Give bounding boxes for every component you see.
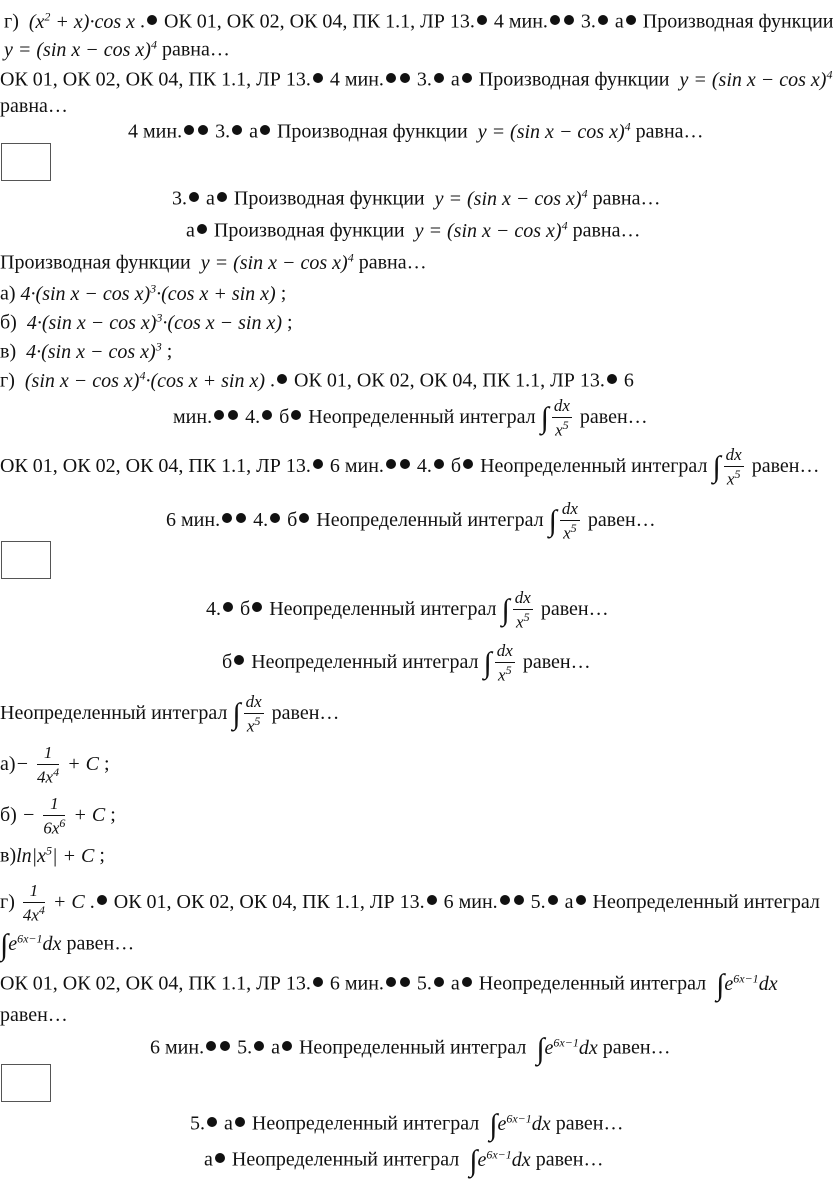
q2-answer-g-line: г) $(x^2 + x)\cdot\cos$ x . ОК 01, ОК 02, ОК 04, ПК 1.1, ЛР 13. 4 мин. 3. а Производная функции	[4, 9, 834, 33]
question-tail: равен…	[587, 509, 656, 532]
answer-label: а)	[0, 753, 16, 776]
answer-label: б)	[0, 804, 17, 827]
formula: y = (sin x − cos x)$^4$	[429, 186, 588, 210]
q4-line-centered-2	[206, 589, 609, 632]
question-type: а	[614, 10, 624, 33]
question-type: б	[240, 598, 251, 621]
question-text: Производная функции	[478, 68, 670, 91]
formula: y = (sin x − cos x)$^4$	[472, 119, 631, 143]
bullet-icon	[197, 224, 207, 234]
bullet-icon	[222, 513, 232, 523]
bullet-icon	[434, 73, 444, 83]
question-number: 4.	[245, 406, 261, 429]
bullet-icon	[550, 15, 560, 25]
answer-box[interactable]	[1, 1064, 51, 1102]
question-type: а	[204, 1148, 213, 1171]
bullet-icon	[234, 655, 244, 665]
question-tail: равна…	[592, 187, 661, 210]
fraction: $\frac{dx}{x^5}$	[553, 396, 570, 440]
answer-label: в)	[0, 340, 17, 363]
question-tail: равен…	[522, 651, 591, 674]
q4-question-line	[0, 693, 339, 736]
q4-header-line	[0, 446, 820, 489]
bullet-icon	[564, 15, 574, 25]
integral-sign: ∫	[548, 504, 557, 538]
bullet-icon	[427, 895, 437, 905]
question-type: а	[450, 68, 460, 91]
formula: $\int e^{6x-1}dx$	[0, 928, 62, 961]
q3-line-centered-1	[128, 120, 704, 142]
q4-line-centered-3	[222, 642, 591, 685]
bullet-icon	[232, 125, 242, 135]
question-text: Производная функции	[0, 251, 191, 274]
bullet-icon	[223, 602, 233, 612]
bullet-icon	[270, 513, 280, 523]
competence-codes: ОК 01, ОК 02, ОК 04, ПК 1.1, ЛР 13.	[0, 972, 311, 995]
question-type: а	[206, 187, 215, 210]
time-label: 4 мин.	[128, 120, 183, 143]
q4-line-centered-1	[166, 500, 656, 543]
question-number: 5.	[190, 1112, 205, 1135]
formula: $\int e^{6x-1}dx$	[716, 968, 778, 1001]
fraction: $\frac{dx}{x^5}$	[245, 692, 262, 736]
q5-header-line	[0, 970, 778, 1000]
question-text: Неопределенный интеграл	[308, 406, 536, 429]
q3-answer-a: а) 4·(sin x − cos x)$^3$·(cos x + sin x) ;	[0, 281, 287, 305]
bullet-icon	[462, 977, 472, 987]
q3-formula-line	[4, 38, 230, 60]
integral-sign: ∫	[540, 401, 549, 435]
question-tail: равен…	[602, 1036, 671, 1059]
competence-codes: ОК 01, ОК 02, ОК 04, ПК 1.1, ЛР 13.	[164, 10, 475, 33]
bullet-icon	[313, 459, 323, 469]
bullet-icon	[477, 15, 487, 25]
fraction: $\frac{dx}{x^5}$	[496, 641, 513, 685]
question-tail: равна…	[358, 251, 427, 274]
competence-codes: ОК 01, ОК 02, ОК 04, ПК 1.1, ЛР 13.	[294, 369, 605, 392]
bullet-icon	[386, 977, 396, 987]
q3-question-line	[0, 251, 427, 273]
bullet-icon	[386, 459, 396, 469]
question-tail: равен…	[555, 1112, 624, 1135]
bullet-icon	[598, 15, 608, 25]
bullet-icon	[252, 602, 262, 612]
bullet-icon	[548, 895, 558, 905]
question-type: б	[279, 406, 290, 429]
question-text: Неопределенный интеграл	[480, 455, 708, 478]
q3-answer-b: б) 4·(sin x − cos x)$^3$·(cos x − sin x) ;	[0, 310, 293, 334]
bullet-icon	[206, 1041, 216, 1051]
formula: 4·(sin x − cos x)$^3$	[21, 339, 162, 363]
q3-line-centered-3	[186, 219, 640, 241]
answer-box[interactable]	[1, 143, 51, 181]
competence-codes: ОК 01, ОК 02, ОК 04, ПК 1.1, ЛР 13.	[113, 891, 425, 914]
bullet-icon	[626, 15, 636, 25]
bullet-icon	[400, 73, 410, 83]
question-text: Неопределенный интеграл	[269, 598, 497, 621]
bullet-icon	[291, 410, 301, 420]
answer-label: а)	[0, 282, 16, 305]
formula: $\ln|x^5| + C$	[16, 843, 95, 867]
time-label: 6 мин.	[150, 1036, 205, 1059]
formula: 4·(sin x − cos x)$^3$·(cos x − sin x)	[21, 310, 282, 334]
question-tail: равен…	[535, 1148, 604, 1171]
question-type: а	[564, 891, 574, 914]
question-number: 3.	[580, 10, 596, 33]
question-number: 3.	[172, 187, 187, 210]
fraction: $\frac{dx}{x^5}$	[514, 588, 531, 632]
question-type: а	[186, 219, 195, 242]
question-text: Неопределенный интеграл	[0, 702, 228, 725]
q4-line-1	[173, 397, 648, 440]
bullet-icon	[228, 410, 238, 420]
question-text: Неопределенный интеграл	[231, 1148, 460, 1171]
question-type: б	[222, 651, 233, 674]
bullet-icon	[313, 73, 323, 83]
bullet-icon	[198, 125, 208, 135]
bullet-icon	[400, 459, 410, 469]
question-number: 3.	[416, 68, 432, 91]
question-number: 4.	[206, 598, 221, 621]
answer-box[interactable]	[1, 541, 51, 579]
question-tail: равен…	[271, 702, 340, 725]
answer-label: г)	[0, 369, 15, 392]
question-text: Неопределенный интеграл	[298, 1036, 527, 1059]
bullet-icon	[386, 73, 396, 83]
question-text: Неопределенный интеграл	[592, 891, 820, 914]
question-text: Неопределенный интеграл	[251, 651, 479, 674]
question-type: б	[287, 509, 298, 532]
question-type: а	[224, 1112, 233, 1135]
question-type: а	[450, 972, 460, 995]
competence-codes: ОК 01, ОК 02, ОК 04, ПК 1.1, ЛР 13.	[0, 455, 311, 478]
fraction: $\frac{dx}{x^5}$	[725, 445, 742, 489]
question-tail: равна…	[635, 120, 704, 143]
time-value: 6	[623, 369, 634, 392]
time-unit: мин.	[173, 406, 213, 429]
q3-answer-v: в) 4·(sin x − cos x)$^3$ ;	[0, 339, 173, 363]
formula: $\int e^{6x-1}dx$	[536, 1032, 598, 1065]
bullet-icon	[262, 410, 272, 420]
question-text: Производная функции	[233, 187, 425, 210]
bullet-icon	[434, 459, 444, 469]
question-number: 4.	[253, 509, 269, 532]
q5-line-centered-2	[190, 1110, 623, 1140]
answer-label: г)	[0, 891, 15, 914]
bullet-icon	[576, 895, 586, 905]
question-text: Неопределенный интеграл	[251, 1112, 480, 1135]
bullet-icon	[236, 513, 246, 523]
formula: y = (sin x − cos x)$^4$	[195, 250, 354, 274]
bullet-icon	[207, 1117, 217, 1127]
q3-line-centered-2	[172, 187, 660, 209]
question-tail: равна…	[572, 219, 641, 242]
bullet-icon	[184, 125, 194, 135]
question-number: 5.	[530, 891, 546, 914]
question-tail: равен…	[579, 406, 648, 429]
bullet-icon	[260, 125, 270, 135]
bullet-icon	[147, 15, 157, 25]
bullet-icon	[463, 459, 473, 469]
integral-sign: ∫	[232, 697, 241, 731]
bullet-icon	[214, 410, 224, 420]
question-text: Неопределенный интеграл	[316, 509, 544, 532]
formula: (sin x − cos x)$^4$·(cos x + sin x)	[19, 368, 266, 392]
bullet-icon	[235, 1117, 245, 1127]
q5-formula-line	[0, 930, 134, 960]
answer-label: г)	[4, 10, 19, 33]
answer-label: б)	[0, 311, 17, 334]
time-label: 6 мин.	[166, 509, 221, 532]
bullet-icon	[282, 1041, 292, 1051]
bullet-icon	[215, 1153, 225, 1163]
time-label: 6 мин.	[329, 972, 384, 995]
question-type: а	[249, 120, 258, 143]
time-label: 6 мин.	[329, 455, 384, 478]
question-tail: равен…	[66, 932, 135, 955]
question-tail: равна…	[161, 38, 230, 61]
bullet-icon	[500, 895, 510, 905]
question-text: Производная функции	[213, 219, 405, 242]
formula: − $\frac{1}{4x^4}$ + C	[15, 743, 99, 787]
bullet-icon	[254, 1041, 264, 1051]
formula: $\int e^{6x-1}dx$	[489, 1108, 551, 1141]
q5-line-centered-1	[150, 1034, 671, 1064]
bullet-icon	[313, 977, 323, 987]
integral-sign: ∫	[501, 593, 510, 627]
question-text: Производная функции	[276, 120, 468, 143]
bullet-icon	[514, 895, 524, 905]
question-number: 4.	[416, 455, 432, 478]
q4-answer-v: $в)\ln|x^5| + C$ ;	[0, 843, 105, 867]
fraction: $\frac{dx}{x^5}$	[561, 499, 578, 543]
bullet-icon	[607, 374, 617, 384]
bullet-icon	[217, 192, 227, 202]
time-label: 6 мин.	[443, 891, 498, 914]
formula: y = (sin x − cos x)$^4$	[674, 67, 833, 91]
bullet-icon	[97, 895, 107, 905]
bullet-icon	[400, 977, 410, 987]
q3-answer-g-line: г) (sin x − cos x)$^4$·(cos x + sin x) . ОК 01, ОК 02, ОК 04, ПК 1.1, ЛР 13. 6	[0, 368, 634, 392]
formula: y = (sin x − cos x)$^4$	[409, 218, 568, 242]
q4-answer-b: б) − $\frac{1}{6x^6}$ + C ;	[0, 794, 116, 838]
question-number: 5.	[237, 1036, 253, 1059]
q3-header-line	[0, 68, 832, 90]
question-type: а	[271, 1036, 280, 1059]
integral-sign: ∫	[483, 646, 492, 680]
formula: 4·(sin x − cos x)$^3$·(cos x + sin x)	[20, 281, 276, 305]
answer-label: в)	[0, 844, 17, 867]
formula: $(x^2 + x)\cdot\cos$ x	[23, 9, 135, 33]
bullet-icon	[462, 73, 472, 83]
formula: $\int e^{6x-1}dx$	[469, 1144, 531, 1177]
formula: − $\frac{1}{6x^6}$ + C	[16, 794, 106, 838]
question-tail: равна…	[0, 95, 68, 117]
bullet-icon	[434, 977, 444, 987]
question-text: Производная функции	[642, 10, 834, 33]
q5-line-centered-3	[204, 1146, 603, 1176]
question-tail: равен…	[751, 455, 820, 478]
bullet-icon	[299, 513, 309, 523]
q3-tail-line	[0, 96, 68, 116]
bullet-icon	[277, 374, 287, 384]
question-text: Неопределенный интеграл	[478, 972, 707, 995]
formula: y = (sin x − cos x)$^4$	[4, 37, 157, 61]
formula: $\frac{1}{4x^4}$ + C	[22, 881, 85, 925]
bullet-icon	[189, 192, 199, 202]
time-label: 4 мин.	[493, 10, 548, 33]
q4-answer-a: а)− $\frac{1}{4x^4}$ + C ;	[0, 743, 110, 787]
time-label: 4 мин.	[329, 68, 384, 91]
q5-tail-line	[0, 1005, 68, 1025]
question-number: 3.	[215, 120, 231, 143]
question-tail: равен…	[540, 598, 609, 621]
question-tail: равен…	[0, 1004, 68, 1026]
bullet-icon	[220, 1041, 230, 1051]
competence-codes: ОК 01, ОК 02, ОК 04, ПК 1.1, ЛР 13.	[0, 68, 311, 91]
question-type: б	[450, 455, 462, 478]
integral-sign: ∫	[712, 450, 721, 484]
q4-answer-g-line: г) $\frac{1}{4x^4}$ + C . ОК 01, ОК 02, ОК 04, ПК 1.1, ЛР 13. 6 мин. 5. а Неопределенный интеграл	[0, 881, 820, 925]
question-number: 5.	[416, 972, 432, 995]
